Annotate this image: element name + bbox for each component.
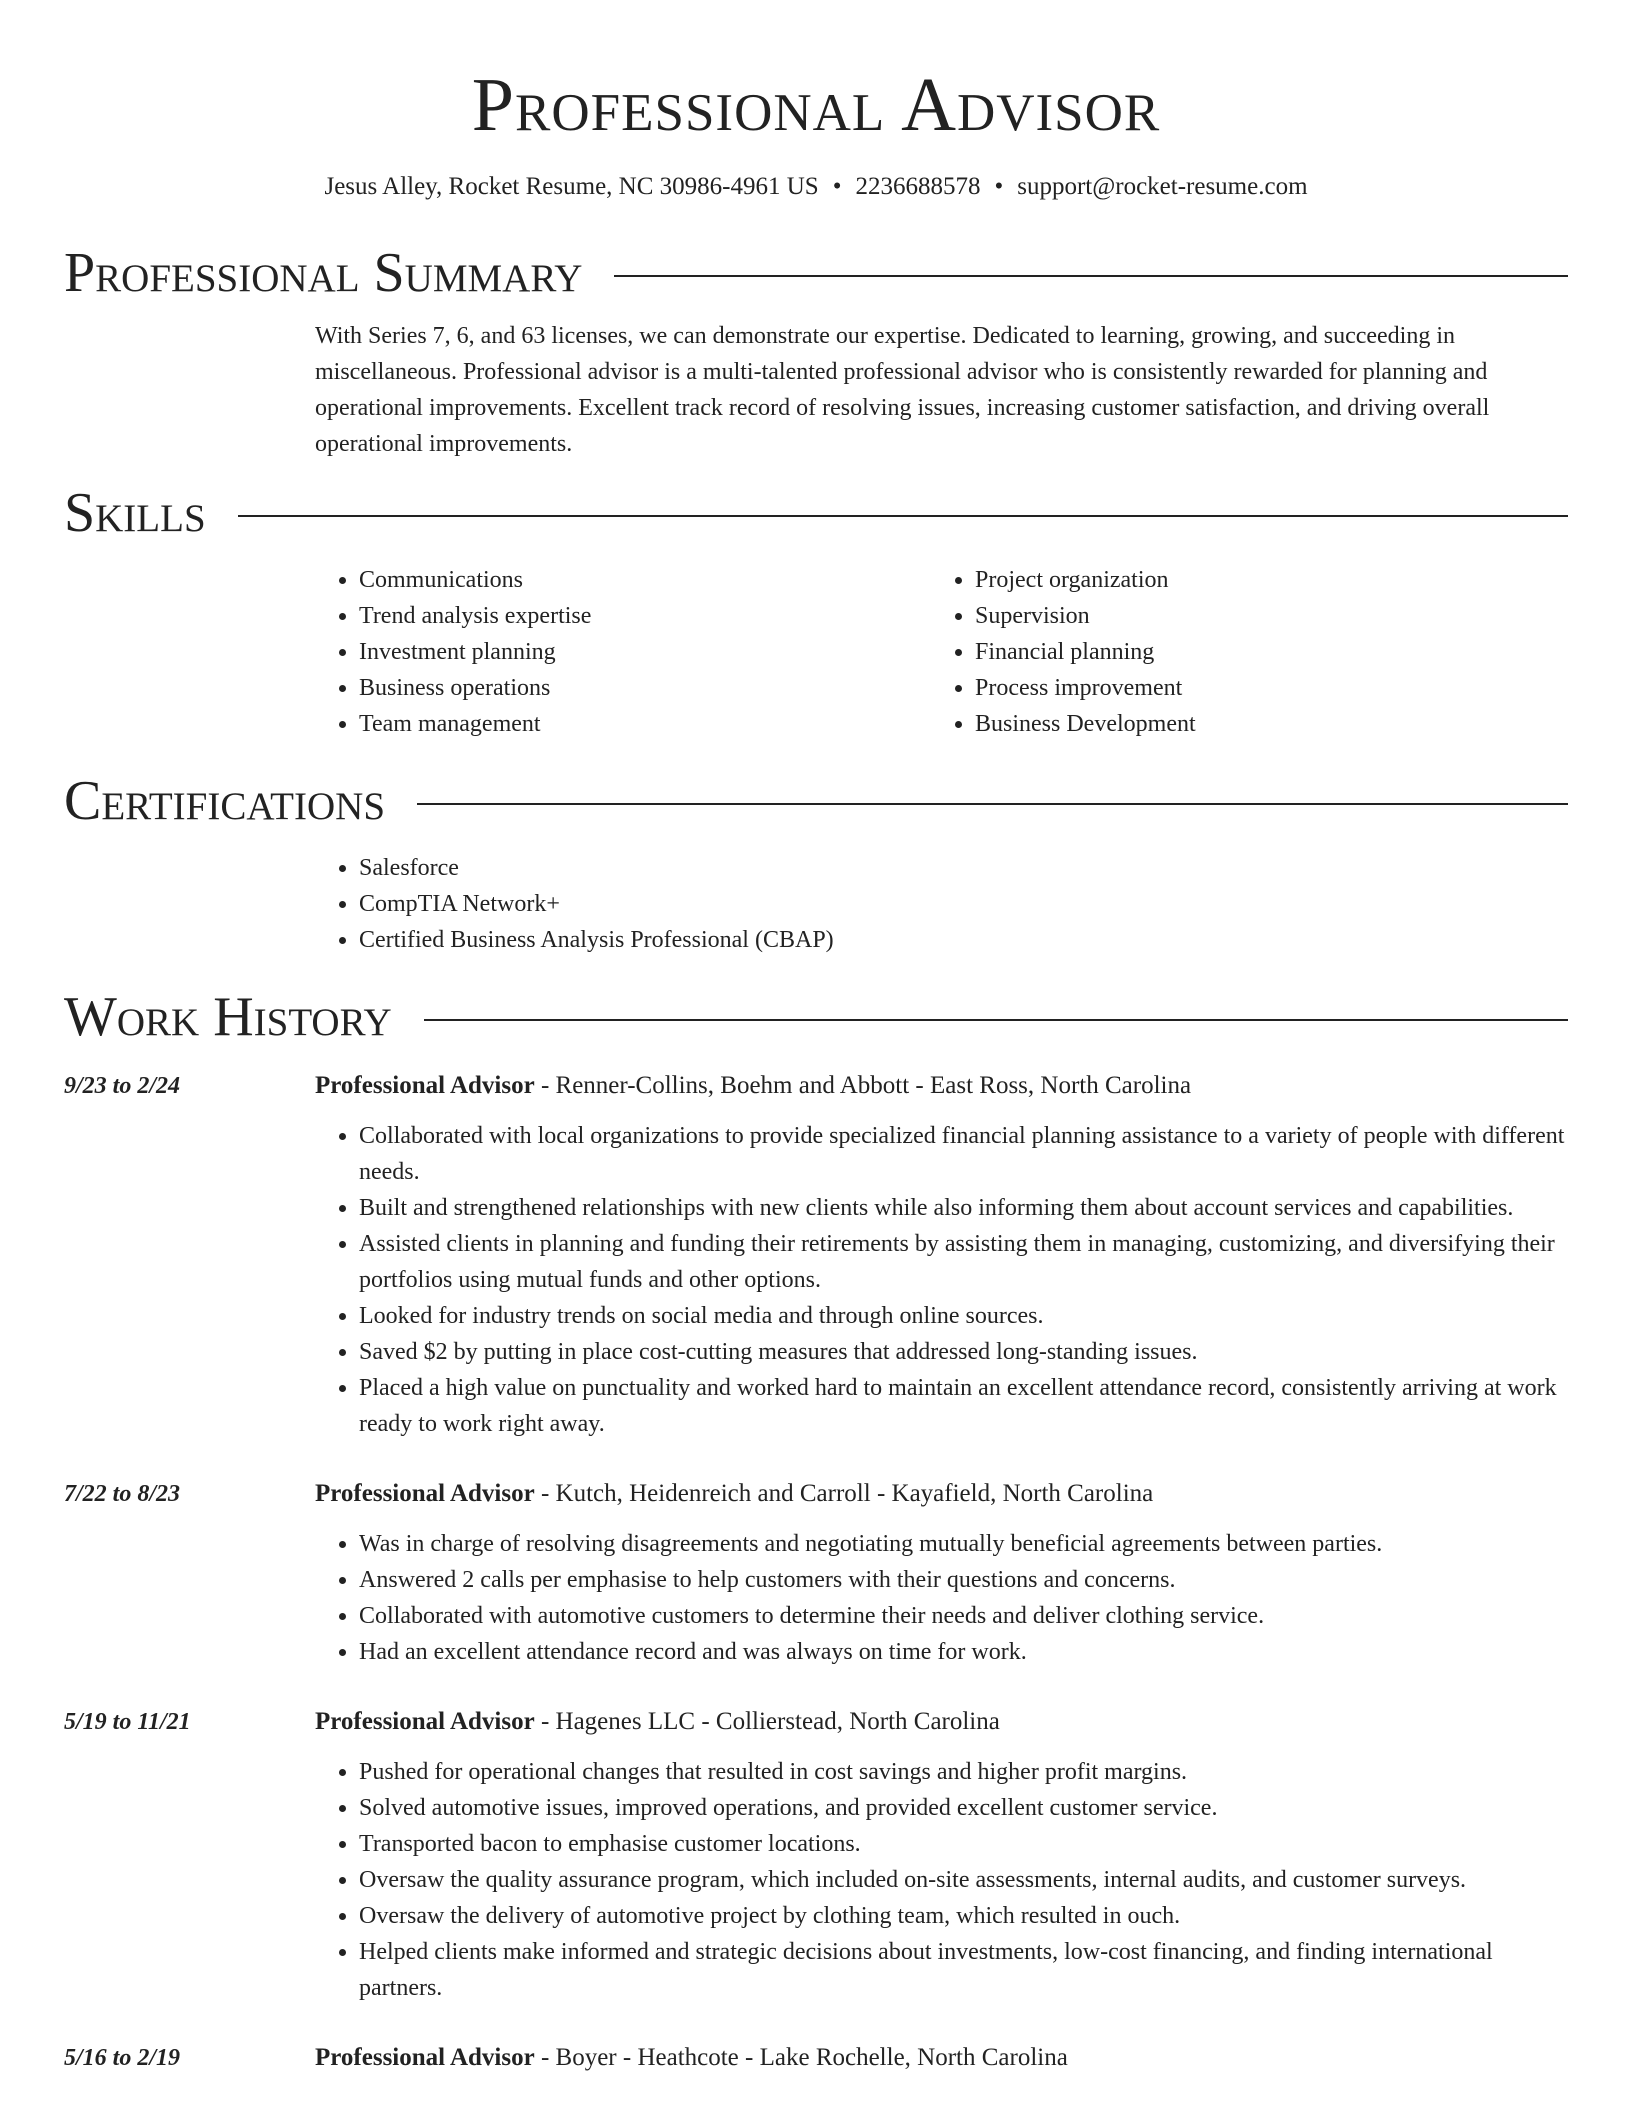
job-bullet: • Answered 2 calls per emphasise to help customers with their questions and concerns. xyxy=(359,1562,1568,1598)
job-details xyxy=(315,1068,1568,1442)
job-entry xyxy=(64,1476,1568,1670)
certification-item: • CompTIA Network+ xyxy=(359,886,1568,922)
summary-section-title: Professional Summary xyxy=(64,242,583,304)
certification-item: • Salesforce xyxy=(359,850,1568,886)
job-dates: 7/22 to 8/23 xyxy=(64,1481,181,1507)
job-title-line xyxy=(315,1476,1568,1512)
job-bullet: • Saved $2 by putting in place cost-cutting measures that addressed long-standing issues. xyxy=(359,1334,1568,1370)
skill-item: • Project organization xyxy=(975,562,1547,598)
skill-item: • Investment planning xyxy=(359,634,931,670)
job-employer: - Hagenes LLC - Collierstead, North Carolina xyxy=(534,1708,1000,1735)
contact-address: Jesus Alley, Rocket Resume, NC 30986-4961 US xyxy=(324,173,819,200)
job-bullets xyxy=(315,1526,1568,1670)
job-bullet: • Built and strengthened relationships with new clients while also informing them about account services and capabilities. xyxy=(359,1190,1568,1226)
job-entry xyxy=(64,2040,1568,2090)
certifications-list xyxy=(315,850,1568,958)
summary-text: With Series 7, 6, and 63 licenses, we can demonstrate our expertise. Dedicated to learning, growing, and succeeding in miscellaneous. Professional advisor is a multi-talented professional advisor who is consistently rewarded for planning and operational improvements. Excellent track record of resolving issues, increasing customer satisfaction, and driving overall operational improvements. xyxy=(315,323,1490,457)
job-title: Professional Advisor xyxy=(315,1072,535,1099)
job-bullet: • Looked for industry trends on social media and through online sources. xyxy=(359,1298,1568,1334)
section-divider xyxy=(614,275,1568,277)
job-title-line xyxy=(315,1704,1568,1740)
job-bullet: • Pushed for operational changes that resulted in cost savings and higher profit margins. xyxy=(359,1754,1568,1790)
section-divider xyxy=(238,515,1568,517)
section-divider xyxy=(417,803,1568,805)
job-bullet: • Collaborated with local organizations to provide specialized financial planning assistance to a variety of people with different needs. xyxy=(359,1118,1568,1190)
job-title: Professional Advisor xyxy=(315,1480,535,1507)
job-bullet: • Assisted clients in planning and funding their retirements by assisting them in managing, customizing, and diversifying their portfolios using mutual funds and other options. xyxy=(359,1226,1568,1298)
skill-item: • Supervision xyxy=(975,598,1547,634)
skills-column-left xyxy=(315,562,931,742)
contact-phone: 2236688578 xyxy=(855,173,981,200)
job-employer: - Boyer - Heathcote - Lake Rochelle, North Carolina xyxy=(534,2044,1068,2071)
skill-item: • Team management xyxy=(359,706,931,742)
job-dates: 5/19 to 11/21 xyxy=(64,1709,191,1735)
certifications-section-header xyxy=(64,766,1568,836)
contact-separator: • xyxy=(994,173,1004,200)
job-bullet: • Solved automotive issues, improved operations, and provided excellent customer service. xyxy=(359,1790,1568,1826)
certification-item: • Certified Business Analysis Professional (CBAP) xyxy=(359,922,1568,958)
skills-section-title: Skills xyxy=(64,482,206,544)
resume-page xyxy=(64,0,1568,2090)
job-details xyxy=(315,2040,1568,2090)
job-title: Professional Advisor xyxy=(315,2044,535,2071)
job-bullet: • Transported bacon to emphasise customer locations. xyxy=(359,1826,1568,1862)
skill-item: • Financial planning xyxy=(975,634,1547,670)
job-bullet: • Oversaw the quality assurance program, which included on-site assessments, internal audits, and customer surveys. xyxy=(359,1862,1568,1898)
job-bullet: • Was in charge of resolving disagreements and negotiating mutually beneficial agreements between parties. xyxy=(359,1526,1568,1562)
certifications-section-title: Certifications xyxy=(64,770,386,832)
skills-list xyxy=(315,562,1568,742)
job-bullets xyxy=(315,1754,1568,2006)
work-history-section-title: Work History xyxy=(64,986,392,1048)
job-bullets xyxy=(315,1118,1568,1442)
job-bullet: • Helped clients make informed and strategic decisions about investments, low-cost financing, and finding international partners. xyxy=(359,1934,1568,2006)
job-entry xyxy=(64,1068,1568,1442)
skills-section-header xyxy=(64,478,1568,548)
skill-item: • Business operations xyxy=(359,670,931,706)
job-bullet: • Had an excellent attendance record and was always on time for work. xyxy=(359,1634,1568,1670)
candidate-name: Professional Advisor xyxy=(471,63,1161,147)
job-bullet: • Oversaw the delivery of automotive project by clothing team, which resulted in ouch. xyxy=(359,1898,1568,1934)
job-bullet: • Placed a high value on punctuality and worked hard to maintain an excellent attendance record, consistently arriving at work ready to work right away. xyxy=(359,1370,1568,1442)
section-divider xyxy=(424,1019,1568,1021)
job-entry xyxy=(64,1704,1568,2006)
contact-line xyxy=(64,170,1568,204)
job-dates: 5/16 to 2/19 xyxy=(64,2045,181,2071)
skill-item: • Process improvement xyxy=(975,670,1547,706)
skill-item: • Business Development xyxy=(975,706,1547,742)
job-title-line xyxy=(315,1068,1568,1104)
summary-section-header xyxy=(64,238,1568,308)
job-employer: - Kutch, Heidenreich and Carroll - Kayafield, North Carolina xyxy=(534,1480,1154,1507)
job-title: Professional Advisor xyxy=(315,1708,535,1735)
skills-column-right xyxy=(931,562,1547,742)
skill-item: • Communications xyxy=(359,562,931,598)
contact-separator: • xyxy=(832,173,842,200)
job-employer: - Renner-Collins, Boehm and Abbott - East Ross, North Carolina xyxy=(534,1072,1192,1099)
contact-email: support@rocket-resume.com xyxy=(1017,173,1308,200)
job-title-line xyxy=(315,2040,1568,2076)
work-history-section-header xyxy=(64,982,1568,1052)
job-bullet: • Collaborated with automotive customers to determine their needs and deliver clothing service. xyxy=(359,1598,1568,1634)
skill-item: • Trend analysis expertise xyxy=(359,598,931,634)
job-details xyxy=(315,1476,1568,1670)
job-dates: 9/23 to 2/24 xyxy=(64,1073,181,1099)
job-details xyxy=(315,1704,1568,2006)
